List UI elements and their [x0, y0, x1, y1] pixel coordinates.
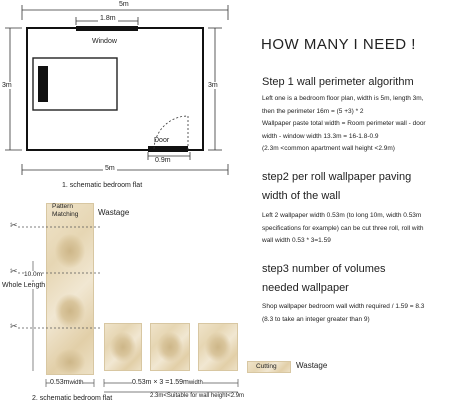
pattern-matching-line: Matching: [52, 211, 79, 218]
whole-length-label: Whole Length: [2, 282, 46, 289]
floor-plan-drawing: [0, 0, 240, 200]
window-width-label: 1.8m: [100, 15, 116, 22]
door-label: Door: [154, 137, 170, 144]
cut-strip: [104, 323, 142, 371]
wastage-top-label: Wastage: [98, 208, 130, 217]
headline: HOW MANY I NEED !: [261, 36, 416, 53]
scissors-icon: ✂: [10, 266, 18, 276]
strips-width-label: [132, 379, 203, 386]
step1-line: then the perimeter 16m = (5 +3) * 2: [262, 107, 364, 115]
roll-width-label: [50, 379, 83, 386]
step1-body: [262, 95, 448, 154]
step2-line: wall width 0.53 * 3=1.59: [262, 237, 331, 244]
wastage-bottom-label: Wastage: [296, 361, 328, 370]
strips-width-value: 0.53m × 3 =1.59m: [132, 379, 189, 386]
door-width-label: 0.9m: [155, 157, 171, 164]
roll-diagram-lines: [0, 195, 260, 408]
step1-line: (2.3m <common apartment wall height <2.9m): [262, 145, 395, 152]
step2-title-line: width of the wall: [262, 190, 341, 202]
step2-line: specifications for example) can be cut three roll, roll with: [262, 224, 424, 232]
step1-line: Wallpaper paste total width = Room perimeter wall - door: [262, 120, 426, 127]
step3-line: (8.3 to take an integer greater than 9): [262, 315, 370, 323]
floor-plan: [0, 0, 240, 200]
step2-line: Left 2 wallpaper width 0.53m (to long 10m, width 0.53m: [262, 212, 422, 219]
cut-strip: [150, 323, 190, 371]
scissors-icon: ✂: [10, 220, 18, 230]
step2: [262, 168, 448, 246]
step3-title: [262, 260, 448, 298]
left-length-label: 3m: [2, 82, 12, 89]
roll-width-unit: width: [69, 380, 84, 386]
roll-width-value: 0.53m: [50, 379, 70, 386]
step2-title: [262, 168, 448, 206]
bottom-width-label: 5m: [105, 165, 115, 172]
window-label: Window: [92, 38, 117, 45]
cutting-label: Cutting: [256, 363, 277, 370]
height-note-label: 2.3m<Suitable for wall height<2.9m: [150, 393, 245, 399]
step1-title: Step 1 wall perimeter algorithm: [262, 76, 414, 88]
damask-pattern: [157, 332, 183, 362]
step3: [262, 260, 448, 324]
floor-plan-caption: 1. schematic bedroom flat: [62, 182, 143, 189]
scissors-icon: ✂: [10, 321, 18, 331]
damask-pattern: [110, 332, 136, 362]
step2-body: [262, 212, 448, 246]
step1-line: Left one is a bedroom floor plan, width is 5m, length 3m,: [262, 95, 424, 102]
damask-pattern: [205, 332, 231, 362]
right-length-label: 3m: [208, 82, 218, 89]
length-label: 10.0m: [24, 271, 43, 278]
pattern-matching-line: Pattern: [52, 203, 73, 210]
cut-strip: [198, 323, 238, 371]
strips-width-unit: width: [188, 380, 203, 386]
step1-line: width - window width 13.3m = 16-1.8-0.9: [262, 132, 379, 140]
pattern-matching-label: [52, 203, 78, 219]
step3-title-line: step3 number of volumes: [262, 263, 386, 275]
step3-body: [262, 303, 448, 324]
step3-line: Shop wallpaper bedroom wall width required / 1.59 = 8.3: [262, 303, 425, 310]
step2-title-line: step2 per roll wallpaper paving: [262, 171, 412, 183]
roll-diagram-caption: 2. schematic bedroom flat: [32, 395, 113, 402]
step1: [262, 76, 448, 154]
step3-title-line: needed wallpaper: [262, 282, 349, 294]
top-width-label: 5m: [119, 1, 129, 8]
